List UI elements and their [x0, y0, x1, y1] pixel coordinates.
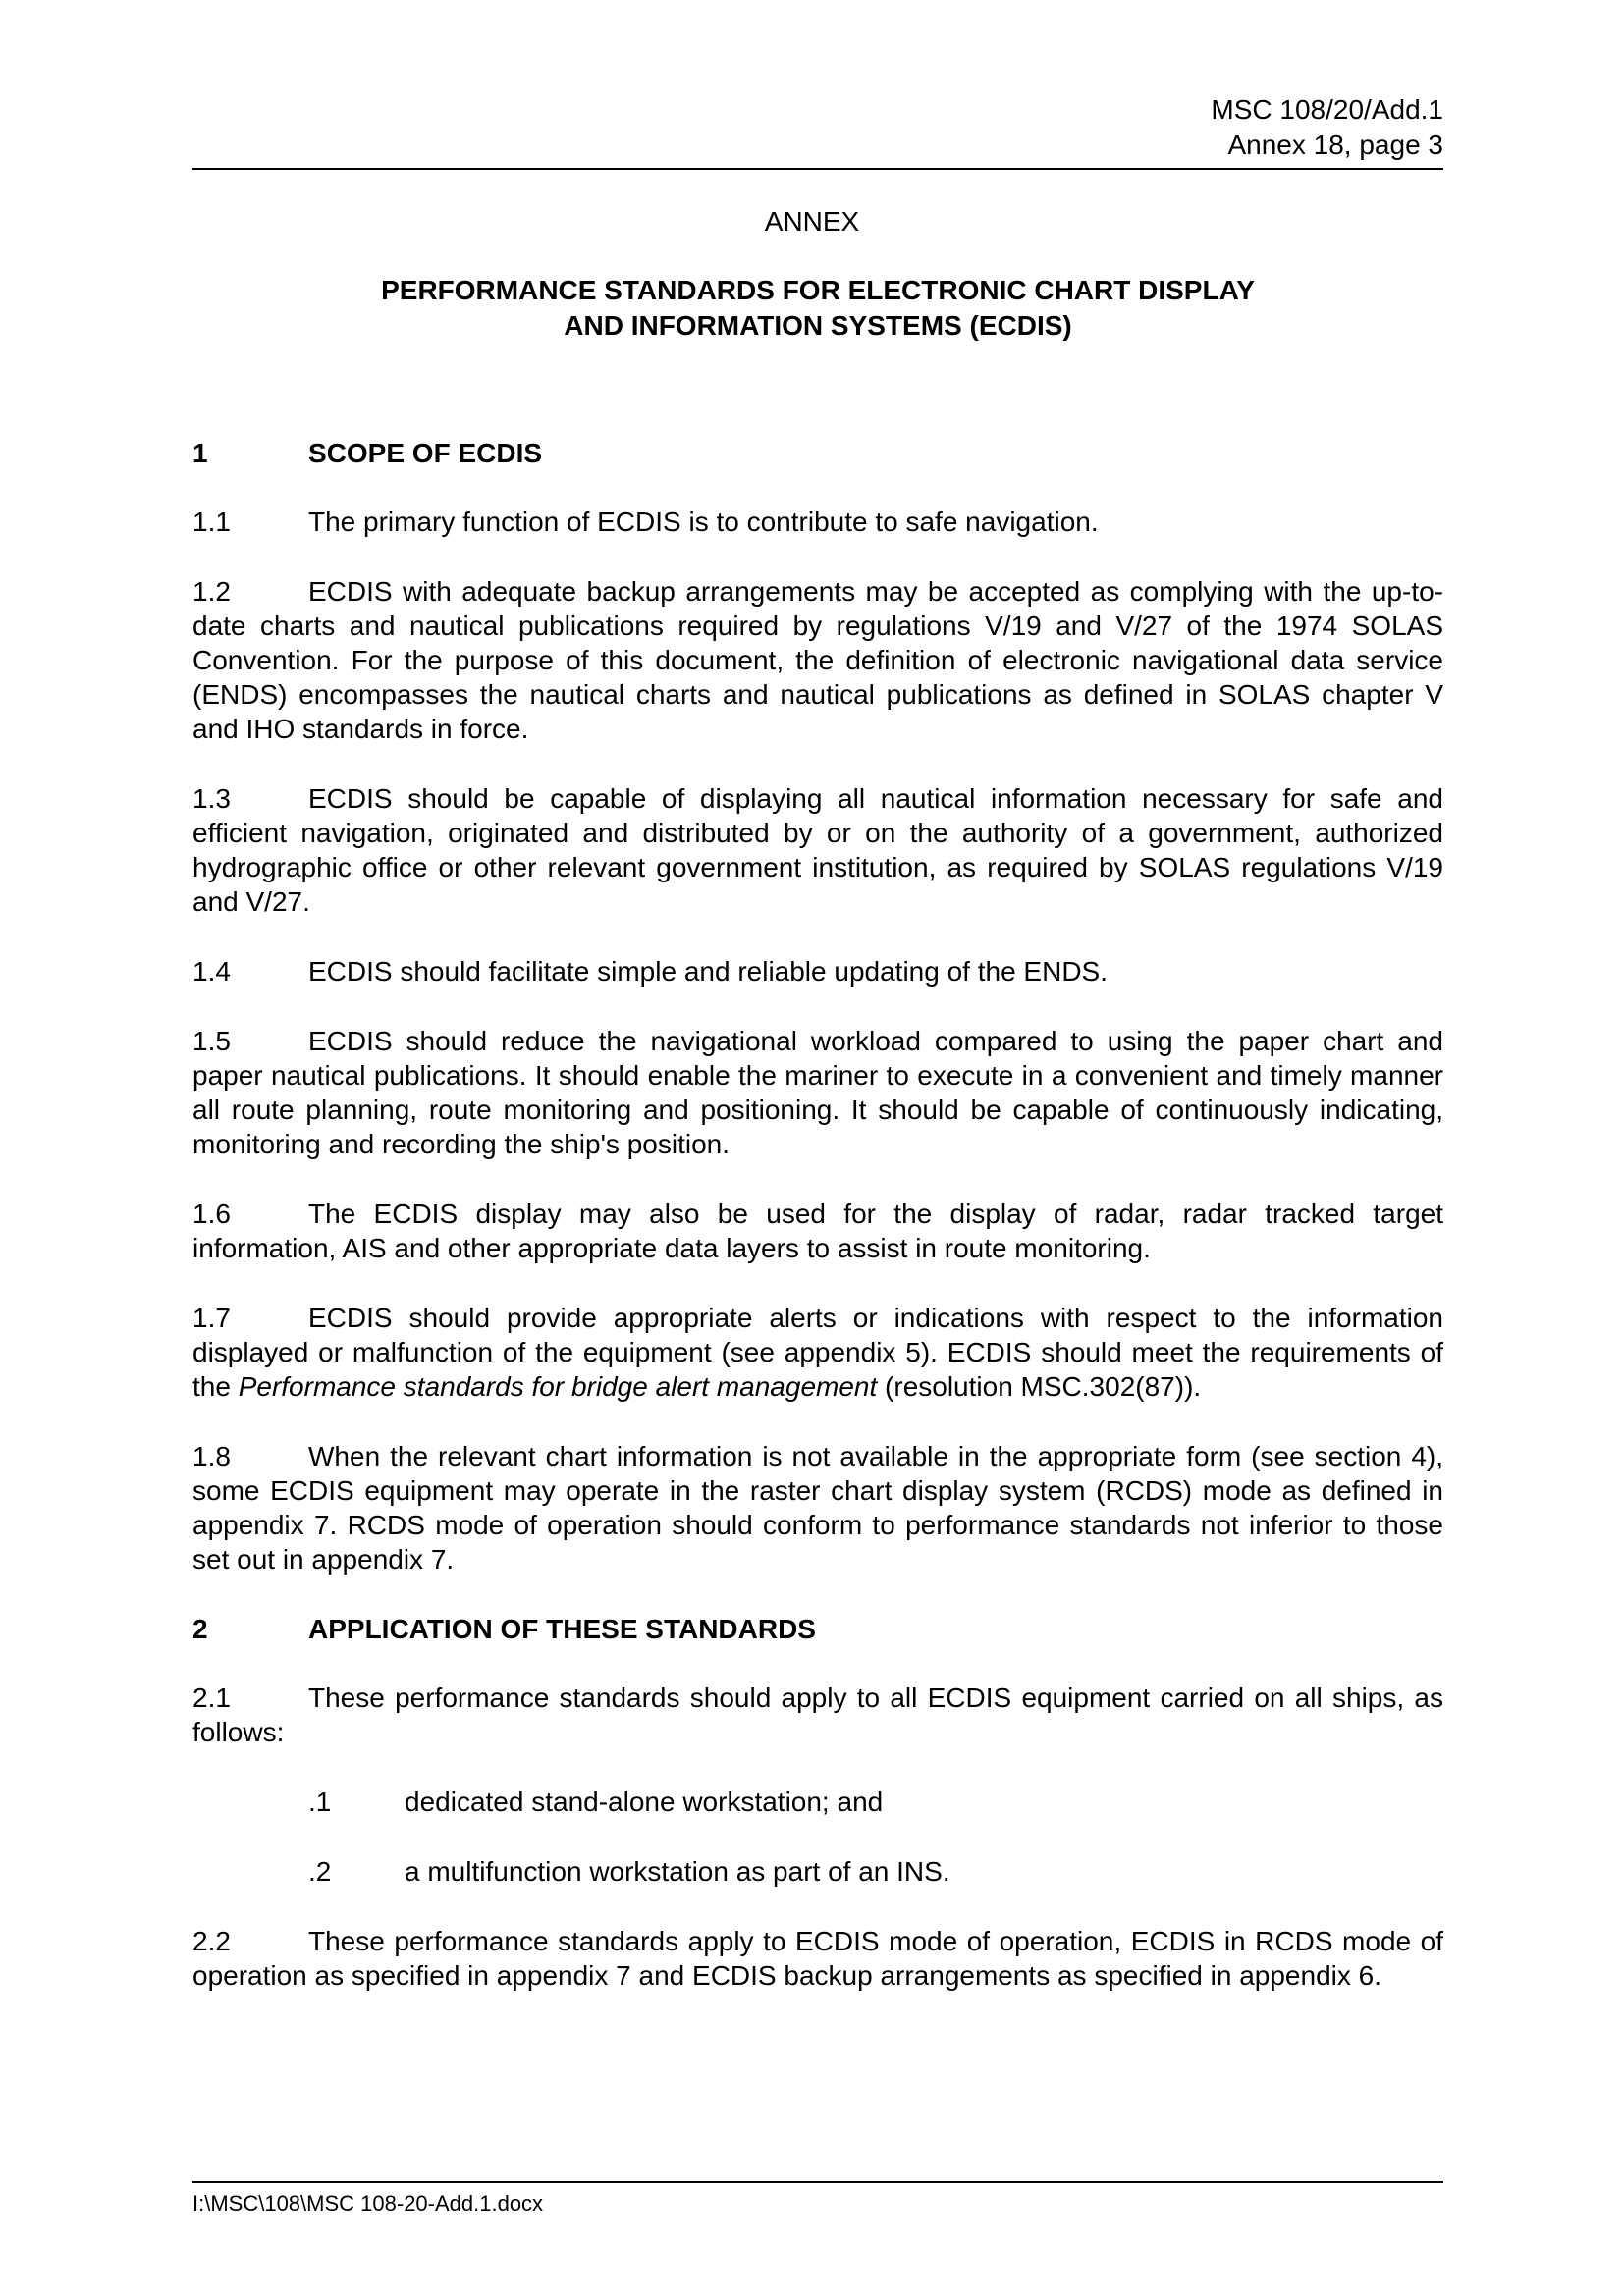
- paragraph-2-2: [192, 1924, 1443, 1993]
- section-2-heading: [192, 1612, 1443, 1646]
- file-path-footer: I:\MSC\108\MSC 108-20-Add.1.docx: [192, 2191, 544, 2216]
- list-item-text: a multifunction workstation as part of an INS.: [405, 1856, 950, 1887]
- paragraph-text: The ECDIS display may also be used for the display of radar, radar tracked target information, AIS and other appropriate data layers to assist in route monitoring.: [192, 1199, 1443, 1263]
- paragraph-text: ECDIS should provide appropriate alerts or indications with respect to the information displayed or malfunction of the equipment (see appendix 5). ECDIS should meet the requirements of the: [192, 1303, 1443, 1402]
- paragraph-1-4: [192, 954, 1443, 988]
- paragraph-1-3: [192, 781, 1443, 919]
- document-body: [192, 436, 1443, 2028]
- footer-divider: [192, 2181, 1443, 2183]
- paragraph-text: These performance standards apply to ECDIS mode of operation, ECDIS in RCDS mode of operation as specified in appendix 7 and ECDIS backup arrangements as specified in appendix 6.: [192, 1926, 1443, 1991]
- paragraph-text: ECDIS should facilitate simple and reliable updating of the ENDS.: [308, 956, 1108, 987]
- title-line-2: AND INFORMATION SYSTEMS (ECDIS): [564, 310, 1072, 341]
- page-reference: Annex 18, page 3: [1227, 130, 1443, 160]
- paragraph-1-1: [192, 505, 1443, 539]
- paragraph-number: 1.8: [192, 1441, 231, 1471]
- paragraph-number: 1.7: [192, 1303, 231, 1333]
- paragraph-text-continued: (resolution MSC.302(87)).: [877, 1371, 1202, 1402]
- referenced-standard-title: Performance standards for bridge alert management: [238, 1371, 878, 1402]
- section-1-heading: [192, 436, 1443, 470]
- paragraph-1-8: [192, 1439, 1443, 1576]
- list-item: [192, 1785, 1443, 1819]
- document-reference: MSC 108/20/Add.1: [1211, 94, 1443, 125]
- paragraph-number: 1.4: [192, 956, 231, 987]
- paragraph-number: 1.3: [192, 783, 231, 814]
- paragraph-1-7: [192, 1301, 1443, 1404]
- list-item-number: .1: [308, 1787, 332, 1817]
- paragraph-text: ECDIS should reduce the navigational workload compared to using the paper chart and paper nautical publications. It should enable the mariner to execute in a convenient and timely manner all route planning, route monitoring and positioning. It should be capable of continuously indicating, monitoring and recording the ship's position.: [192, 1026, 1443, 1159]
- paragraph-1-2: [192, 574, 1443, 746]
- paragraph-text: These performance standards should apply to all ECDIS equipment carried on all ships, as follows:: [192, 1682, 1443, 1747]
- paragraph-text: ECDIS should be capable of displaying all nautical information necessary for safe and efficient navigation, originated and distributed by or on the authority of a government, authorized hydrographic office or other relevant government institution, as required by SOLAS regulations V/19 and V/27.: [192, 783, 1443, 917]
- page-header: [192, 92, 1443, 163]
- paragraph-1-6: [192, 1197, 1443, 1265]
- paragraph-text: When the relevant chart information is not available in the appropriate form (see section 4), some ECDIS equipment may operate in the raster chart display system (RCDS) mode as defined in appendix 7. RCDS mode of operation should conform to performance standards not inferior to those set out in appendix 7.: [192, 1441, 1443, 1575]
- header-divider: [192, 168, 1443, 170]
- annex-label: ANNEX: [764, 206, 860, 237]
- paragraph-number: 1.2: [192, 576, 231, 607]
- list-item-text: dedicated stand-alone workstation; and: [405, 1787, 884, 1817]
- paragraph-number: 1.1: [192, 507, 231, 537]
- section-title: SCOPE OF ECDIS: [308, 438, 543, 468]
- paragraph-number: 2.1: [192, 1682, 231, 1713]
- paragraph-2-1: [192, 1681, 1443, 1749]
- list-item-number: .2: [308, 1856, 332, 1887]
- paragraph-text: The primary function of ECDIS is to contribute to safe navigation.: [308, 507, 1099, 537]
- paragraph-number: 2.2: [192, 1926, 231, 1956]
- paragraph-number: 1.6: [192, 1199, 231, 1229]
- paragraph-number: 1.5: [192, 1026, 231, 1056]
- paragraph-1-5: [192, 1024, 1443, 1161]
- document-title: [192, 273, 1443, 344]
- paragraph-text: ECDIS with adequate backup arrangements may be accepted as complying with the up-to-date charts and nautical publications required by regulations V/19 and V/27 of the 1974 SOLAS Convention. For the purpose of this document, the definition of electronic navigational data service (ENDS) encompasses the nautical charts and nautical publications as defined in SOLAS chapter V and IHO standards in force.: [192, 576, 1443, 744]
- title-line-1: PERFORMANCE STANDARDS FOR ELECTRONIC CHART DISPLAY: [381, 275, 1255, 305]
- section-title: APPLICATION OF THESE STANDARDS: [308, 1614, 816, 1644]
- list-item: [192, 1854, 1443, 1889]
- section-number: 1: [192, 438, 208, 468]
- section-number: 2: [192, 1614, 208, 1644]
